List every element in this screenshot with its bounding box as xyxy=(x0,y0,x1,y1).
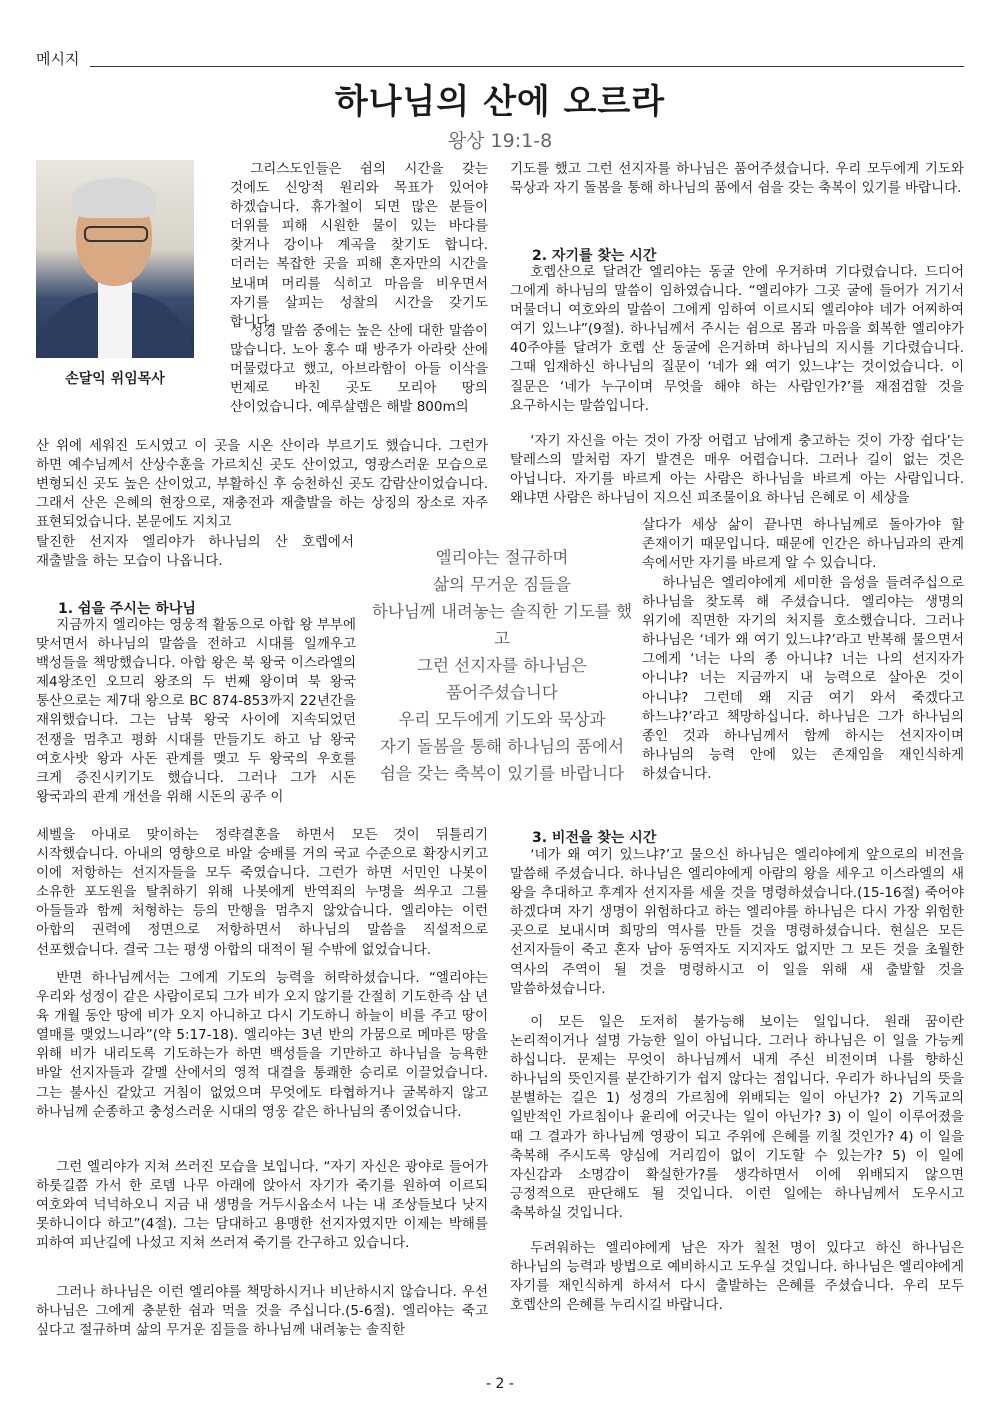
scripture-reference: 왕상 19:1-8 xyxy=(447,130,553,152)
section-label: 메시지 xyxy=(36,50,80,68)
section-1-heading: 1. 쉼을 주시는 하나님 xyxy=(58,601,196,617)
section-2-heading: 2. 자기를 찾는 시간 xyxy=(532,248,657,264)
section-3-heading: 3. 비전을 찾는 시간 xyxy=(532,830,657,846)
intro-paragraph-1: 그리스도인들은 쉼의 시간을 갖는 것에도 신앙적 원리와 목표가 있어야 하겠습니다. 휴가철이 되면 많은 분들이 더위를 피해 시원한 물이 있는 바다를 찾거나 강이나 계곡을 찾기도 합니다. 더러는 복잡한 곳을 피해 혼자만의 시간을 보내며 머리를 식히고 마음을 비우면서 자기를 살피는 성찰의 시간을 갖기도 합니다. xyxy=(230,161,488,330)
intro-paragraph-2-continued: 산 위에 세워진 도시였고 이 곳을 시온 산이라 부르기도 했습니다. 그런가 하면 예수님께서 산상수훈을 가르치신 곳도 산이었고, 영광스러운 모습으로 변형되신 곳도 높은 산이었고, 부활하신 후 승천하신 곳도 감람산이었습니다. 그래서 산은 은혜의 현장으로, 재충전과 재출발을 하는 상징의 장소로 자주 표현되었습니다. 본문에도 지치고 xyxy=(36,438,488,531)
pull-quote-line: 하나님께 내려놓는 솔직한 기도를 했고 xyxy=(371,602,633,648)
photo-hair xyxy=(72,178,156,218)
pull-quote-line: 품어주셨습니다 xyxy=(446,683,558,702)
photo-glasses xyxy=(84,226,148,242)
section-2-paragraph-1: 호렙산으로 달려간 엘리야는 동굴 안에 우거하며 기다렸습니다. 드디어 그에게 하나님의 말씀이 임하였습니다. “엘리야가 그곳 굴에 들어가 거기서 머물더니 여호와의 말씀이 그에게 임하여 이르시되 엘리야야 네가 어찌하여 여기 있느냐”(9절). 하나님께서 주시는 쉼으로 몸과 마음을 회복한 엘리야가 40주야를 달려가 호렙 산 동굴에 은거하며 하나님의 지시를 기다렸습니다. 그때 임재하신 하나님의 질문이 ‘네가 왜 여기 있느냐’는 것이었습니다. 이 질문은 ‘네가 누구이며 무엇을 해야 하는 사람인가?’를 재점검할 것을 요구하시는 말씀입니다. xyxy=(510,264,964,414)
pull-quote xyxy=(368,544,636,787)
pull-quote-line: 우리 모두에게 기도와 묵상과 xyxy=(398,710,606,729)
section-1-paragraph-3: 그런 엘리야가 지쳐 쓰러진 모습을 보입니다. “자기 자신은 광야로 들어가 하룻길쯤 가서 한 로뎀 나무 아래에 앉아서 자기가 죽기를 원하여 이르되 여호와여 넉넉하오니 지금 내 생명을 거두시옵소서 나는 내 조상들보다 낫지 못하니이다 하고”(4절). 그는 담대하고 용맹한 선지자였지만 이제는 박해를 피하여 피난길에 나섰고 지쳐 쓰러져 죽기를 간구하고 있습니다. xyxy=(36,1159,488,1252)
pull-quote-line: 그런 선지자를 하나님은 xyxy=(417,656,587,675)
article-title: 하나님의 산에 오르라 xyxy=(334,82,666,122)
section-3-paragraph-1: ‘네가 왜 여기 있느냐?’고 물으신 하나님은 엘리야에게 앞으로의 비전을 말씀해 주셨습니다. 하나님은 엘리야에게 아람의 왕을 세우고 이스라엘의 새 왕을 추대하고 후계자 선지자를 세울 것을 명령하셨습니다.(15-16절) 죽어야 하겠다며 자기 생명이 위험하다고 하는 엘리야를 하나님은 다시 가장 위험한 곳으로 보내시며 희망의 역사를 만들 것을 명령하셨습니다. 현실은 모든 선지자들이 죽고 혼자 남아 동역자도 지지자도 없지만 그 모든 것을 초월한 역사의 주역이 될 것을 명령하시고 이 일을 위해 새 출발할 것을 말씀하셨습니다. xyxy=(510,847,964,997)
pull-quote-line: 자기 돌봄을 통해 하나님의 품에서 xyxy=(379,737,625,756)
intro-paragraph-2-end: 탈진한 선지자 엘리야가 하나님의 산 호렙에서 재출발을 하는 모습이 나옵니다. xyxy=(36,534,354,570)
page-number: - 2 - xyxy=(486,1376,514,1392)
section-3-paragraph-2: 이 모든 일은 도저히 불가능해 보이는 일입니다. 원래 꿈이란 논리적이거나 설명 가능한 일이 아닙니다. 그러나 하나님은 이 일을 가능케 하십니다. 문제는 무엇이 하나님께서 내게 주신 비전이며 나를 향하신 하나님의 뜻인지를 분간하기가 쉽지 않다는 점입니다. 우리가 하나님의 뜻을 분별하는 길은 1) 성경의 가르침에 위배되는 일이 아닌가? 2) 기독교의 일반적인 가르침이나 윤리에 어긋나는 일이 아닌가? 3) 이 일이 이루어졌을 때 그 결과가 하나님께 영광이 되고 주위에 은혜를 끼칠 것인가? 4) 이 일을 축복해 주시도록 양심에 거리낌이 없이 기도할 수 있는가? 5) 이 일에 자신감과 소명감이 확실한가?를 생각하면서 이에 위배되지 않으면 긍정적으로 판단해도 될 것입니다. 이런 일에는 하나님께서 도우시고 축복하실 것입니다. xyxy=(510,1014,964,1221)
section-1-paragraph-1-continued: 세벨을 아내로 맞이하는 정략결혼을 하면서 모든 것이 뒤틀리기 시작했습니다. 아내의 영향으로 바알 숭배를 거의 국교 수준으로 확장시키고 이에 저항하는 선지자들을 모두 죽였습니다. 그런가 하면 서민인 나봇이 소유한 포도원을 탈취하기 위해 나봇에게 반역죄의 누명을 씌우고 그를 아들들과 함께 처형하는 등의 만행을 멈추지 않았습니다. 엘리야는 이런 아합의 권력에 정면으로 저항하면서 하나님의 말씀을 직설적으로 선포했습니다. 결국 그는 평생 아합의 대적이 될 수밖에 없었습니다. xyxy=(36,827,488,958)
header-rule xyxy=(90,66,964,67)
intro-paragraph-2: 성경 말씀 중에는 높은 산에 대한 말씀이 많습니다. 노아 홍수 때 방주가 아라랏 산에 머물렀다고 했고, 아브라함이 아들 이삭을 번제로 바친 곳도 모리아 땅의 산이었습니다. 예루살렘은 해발 800m의 xyxy=(230,323,488,416)
author-caption: 손달익 위임목사 xyxy=(65,371,165,387)
section-2-paragraph-3: 하나님은 엘리야에게 세미한 음성을 들려주십으로 하나님을 찾도록 해 주셨습니다. 엘리야는 생명의 위기에 직면한 자기의 처지를 호소했습니다. 그러나 하나님은 ‘네가 왜 여기 있느냐?’라고 반복해 물으면서 그에게 ‘너는 나의 종 아니냐? 너는 나의 선지자가 아니냐? 너는 지금까지 내 능력으로 살아온 것이 아니냐? 그런데 왜 지금 여기 와서 죽겠다고 하느냐?’라고 책망하십니다. 하나님은 그가 하나님의 종인 것과 하나님께서 함께 하시는 선지자이며 하나님의 능력 안에 있는 존재임을 재인식하게 하셨습니다. xyxy=(642,575,964,782)
author-photo xyxy=(36,160,194,358)
section-3-paragraph-3: 두려워하는 엘리야에게 남은 자가 칠천 명이 있다고 하신 하나님은 하나님의 능력과 방법으로 예비하시고 도우실 것입니다. 하나님은 엘리야에게 자기를 재인식하게 하셔서 다시 출발하는 은혜를 주셨습니다. 우리 모두 호렙산의 은혜를 누리시길 바랍니다. xyxy=(510,1240,964,1314)
section-1-paragraph-4-continued: 기도를 했고 그런 선지자를 하나님은 품어주셨습니다. 우리 모두에게 기도와 묵상과 자기 돌봄을 통해 하나님의 품에서 쉼을 갖는 축복이 있기를 바랍니다. xyxy=(510,161,964,197)
section-1-paragraph-4: 그러나 하나님은 이런 엘리야를 책망하시거나 비난하시지 않습니다. 우선 하나님은 그에게 충분한 쉼과 먹을 것을 주십니다.(5-6절). 엘리야는 죽고 싶다고 절규하며 삶의 무거운 짐들을 하나님께 내려놓는 솔직한 xyxy=(36,1284,488,1339)
pull-quote-line: 삶의 무거운 짐들을 xyxy=(432,575,571,594)
pull-quote-line: 쉼을 갖는 축복이 있기를 바랍니다 xyxy=(379,764,625,783)
section-1-paragraph-1: 지금까지 엘리야는 영웅적 활동으로 아합 왕 부부에 맞서면서 하나님의 말씀을 전하고 시대를 일깨우고 백성들을 책망했습니다. 아합 왕은 북 왕국 이스라엘의 제4왕조인 오므리 왕조의 두 번째 왕이며 북 왕국 통산으로는 제7대 왕으로 BC 874-853까지 22년간을 재위했습니다. 그는 남북 왕국 사이에 지속되었던 전쟁을 멈추고 평화 시대를 만들기도 하고 남 왕국 여호사밧 왕과 사돈 관계를 맺고 두 왕국의 우호를 크게 증진시키기도 했습니다. 그러나 그가 시돈 왕국과의 관계 개선을 위해 시돈의 공주 이 xyxy=(36,617,356,805)
photo-collar xyxy=(98,282,132,358)
pull-quote-line: 엘리야는 절규하며 xyxy=(435,548,569,567)
section-1-paragraph-2: 반면 하나님께서는 그에게 기도의 능력을 허락하셨습니다. “엘리야는 우리와 성정이 같은 사람이로되 그가 비가 오지 않기를 간절히 기도한즉 삼 년 육 개월 동안 땅에 비가 오지 아니하고 다시 기도하니 하늘이 비를 주고 땅이 열매를 맺었느니라”(약 5:17-18). 엘리야는 3년 반의 가뭄으로 메마른 땅을 위해 비가 내리도록 기도하는가 하면 백성들을 기만하고 하나님을 능욕한 바알 선지자들과 갈멜 산에서의 영적 대결을 통쾌한 승리로 이끌었습니다. 그는 불사신 같았고 거침이 없었으며 무엇에도 타협하거나 굴복하지 않고 하나님께 순종하고 충성스러운 시대의 영웅 같은 하나님의 종이었습니다. xyxy=(36,970,488,1120)
section-2-paragraph-2-continued: 살다가 세상 삶이 끝나면 하나님께로 돌아가야 할 존재이기 때문입니다. 때문에 인간은 하나님과의 관계 속에서만 자기를 바르게 알 수 있습니다. xyxy=(642,517,964,572)
section-2-paragraph-2: ‘자기 자신을 아는 것이 가장 어렵고 남에게 충고하는 것이 가장 쉽다’는 탈레스의 말처럼 자기 발견은 매우 어렵습니다. 그러나 길이 없는 것은 아닙니다. 자기를 바르게 아는 사람은 하나님을 바르게 아는 사람입니다. 왜냐면 사람은 하나님이 지으신 피조물이요 하나님 은혜로 이 세상을 xyxy=(510,433,964,507)
